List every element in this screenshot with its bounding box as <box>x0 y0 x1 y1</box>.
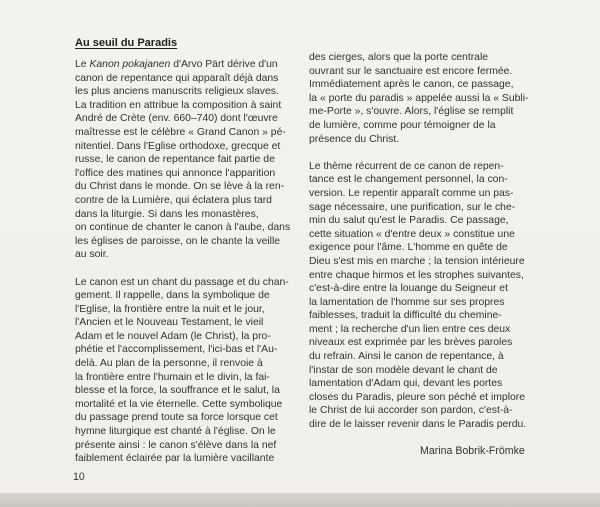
paragraph-gap <box>75 262 303 276</box>
section-title: Au seuil du Paradis <box>75 37 178 49</box>
text-line: niveaux est exprimée par les brèves paroles <box>309 337 513 349</box>
text-line: les églises de paroisse, on le chante la veille <box>75 235 281 247</box>
text-line: min du salut qu'est le Paradis. Ce passage, <box>309 215 509 227</box>
text-line: faiblement éclairée par la lumière vacillante <box>75 453 275 465</box>
text-line: ouvrant sur le sanctuaire est encore fermée. <box>309 65 513 77</box>
text-line: me-Porte », s'ouvre. Alors, l'église se remplit <box>309 106 514 118</box>
paragraph-gap <box>309 146 533 160</box>
text-line: l'office des matines qui annonce l'apparition <box>75 167 276 179</box>
text-line: au soir. <box>75 249 109 261</box>
text-line: mortalité et la vie éternelle. Cette symbolique <box>75 398 283 410</box>
text-line: phétie et l'accomplissement, l'ici-bas et l'Au- <box>75 344 278 356</box>
text-line: delà. Au plan de la personne, il renvoie à <box>75 358 263 370</box>
text-line: on continue de chanter le canon à l'aube, dans <box>75 222 291 234</box>
text-line: l'Ancien et le Nouveau Testament, le vieil <box>75 317 264 329</box>
text-line: tance est le changement personnel, la con- <box>309 174 508 186</box>
text-line: Adam et le nouvel Adam (le Christ), la pro- <box>75 330 271 342</box>
text-line: des cierges, alors que la porte centrale <box>309 52 489 63</box>
page-stack-edge <box>0 493 600 507</box>
page-number: 10 <box>73 471 85 483</box>
text-line: nitentiel. Dans l'Eglise orthodoxe, grecque et <box>75 140 281 152</box>
text-line: Le canon est un chant du passage et du chan- <box>75 276 289 288</box>
text-line: Immédiatement après le canon, ce passage, <box>309 79 514 91</box>
text-line: entre chaque hirmos et les strophes suivantes, <box>309 269 524 281</box>
left-column <box>75 58 303 466</box>
text-line: la lamentation de l'homme sur ses propres <box>309 296 505 308</box>
text-line: canon de repentance qui apparaît déjà dans <box>75 72 279 84</box>
author-signature: Marina Bobrik-Frömke <box>420 445 525 457</box>
text-line: dans la liturgie. Si dans les monastères, <box>75 208 259 220</box>
text-line: blesse et la force, la souffrance et le salut, la <box>75 385 280 397</box>
text-line: lamentation d'Adam qui, devant les portes <box>309 378 503 390</box>
text-line: la « porte du paradis » appelée aussi la « Subli- <box>309 92 529 104</box>
text-line: les plus anciens manuscrits religieux slaves. <box>75 86 279 98</box>
text-line: sage nécessaire, une purification, sur le che- <box>309 201 516 213</box>
text-line: Dieu s'est mis en marche ; la tension intérieure <box>309 255 525 267</box>
text-line: exigence pour l'âme. L'homme en quête de <box>309 242 508 254</box>
text-line: l'instar de son modèle devant le chant de <box>309 364 498 376</box>
text-line: le Christ de lui accorder son pardon, c'est-à- <box>309 405 513 417</box>
text-line: André de Crète (env. 660–740) dont l'œuvre <box>75 113 278 125</box>
text-line: hymne liturgique est chanté à l'église. On le <box>75 426 276 438</box>
text-line: c'est-à-dire entre la louange du Seigneur et <box>309 283 508 295</box>
text-line: La tradition en attribue la composition à saint <box>75 99 282 111</box>
text-line: dire de le laisser revenir dans le Paradis perdu. <box>309 419 527 431</box>
right-column <box>309 51 533 432</box>
text-line: présence du Christ. <box>309 133 400 145</box>
text-line: du Christ dans le monde. On se lève à la ren- <box>75 181 285 193</box>
text-line: gement. Il rappelle, dans la symbolique de <box>75 290 270 302</box>
text-line: Le thème récurrent de ce canon de repen- <box>309 160 504 172</box>
text-line: faiblesses, traduit la difficulté du chemine- <box>309 310 502 322</box>
text-line: cette situation « d'entre deux » constitue une <box>309 228 515 240</box>
text-line: ment ; la recherche d'un lien entre ces deux <box>309 323 511 335</box>
text-line: de lumière, comme pour témoigner de la <box>309 119 496 131</box>
text-line: maîtresse est le célèbre « Grand Canon » pé- <box>75 126 286 138</box>
text-line: du passage prend toute sa force lorsque cet <box>75 412 278 424</box>
text-line: Le Kanon pokajanen d'Arvo Pärt dérive d'un <box>75 59 278 70</box>
text-line: version. Le repentir apparaît comme un pas- <box>309 187 514 199</box>
text-line: la frontière entre l'humain et le divin, la fai- <box>75 371 270 383</box>
text-line: du refrain. Ainsi le canon de repentance, à <box>309 351 504 363</box>
text-line: contre de la Lumière, qui éclatera plus tard <box>75 194 272 206</box>
text-line: closes du Paradis, pleure son péché et implore <box>309 391 526 403</box>
text-line: l'Eglise, la frontière entre la nuit et le jour, <box>75 303 265 315</box>
text-line: russe, le canon de repentance fait partie de <box>75 154 275 166</box>
text-line: présente ainsi : le canon s'élève dans la nef <box>75 439 277 451</box>
